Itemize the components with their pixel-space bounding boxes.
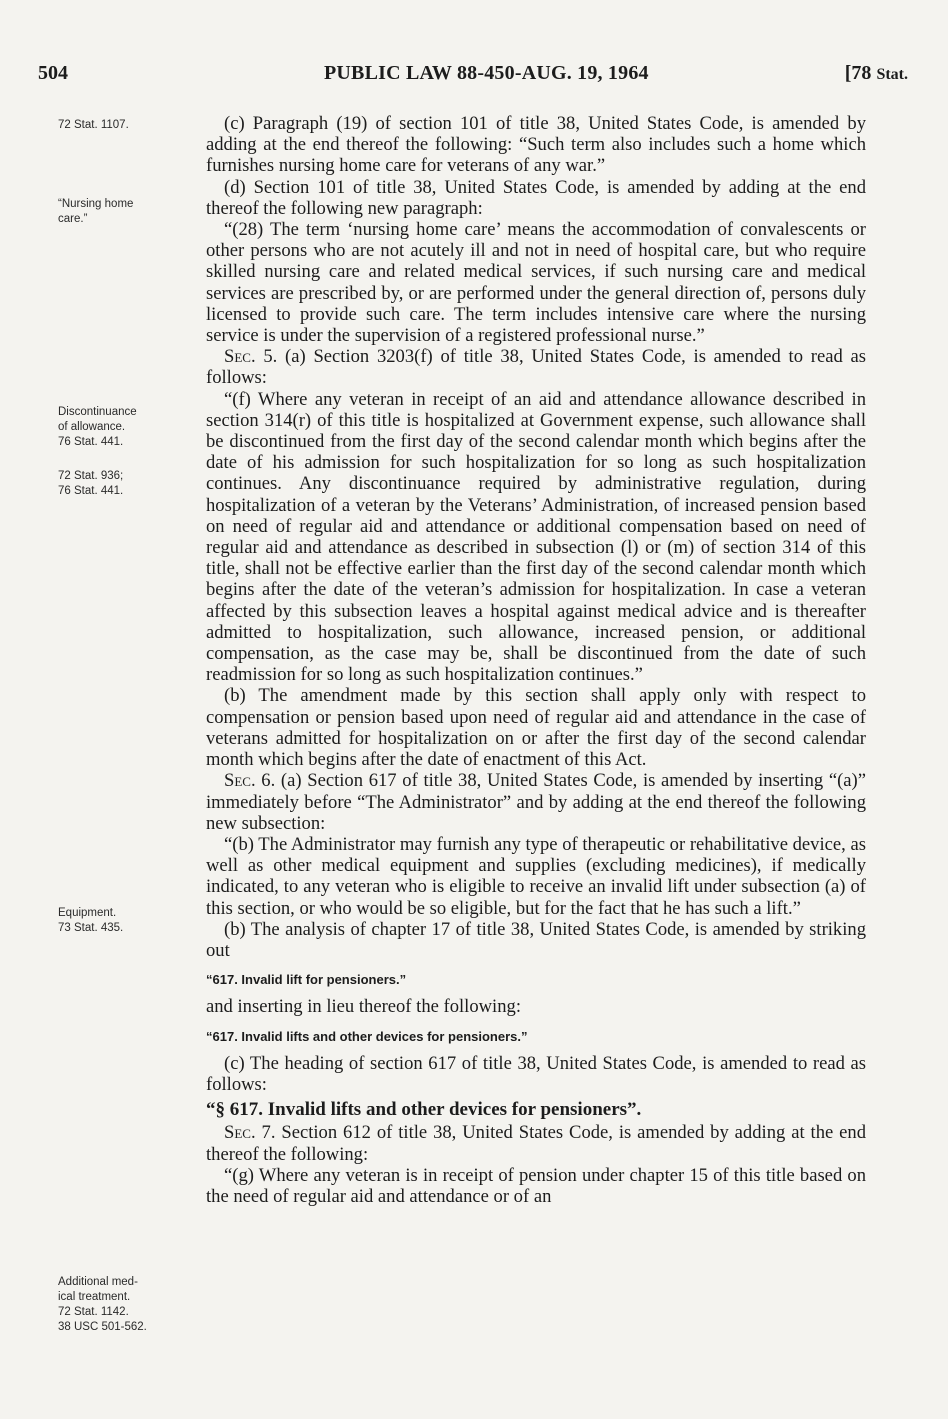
page-header xyxy=(38,62,908,92)
section-label: Sec. xyxy=(224,1122,256,1144)
paragraph-text: 5. (a) Section 3203(f) of title 38, United States Code, is amended to read as follows: xyxy=(206,346,866,389)
paragraph: “(g) Where any veteran is in receipt of pension under chapter 15 of this title based on the need of regular aid and attendance or of an xyxy=(206,1164,866,1207)
margin-note xyxy=(58,197,198,227)
volume-suffix: Stat. xyxy=(876,66,908,83)
volume-prefix: [78 xyxy=(844,62,877,84)
paragraph-text: 6. (a) Section 617 of title 38, United States Code, is amended by inserting “(a)” immediately before “The Administrator” and by adding at the end thereof the following new subsection: xyxy=(206,770,866,834)
margin-note-line: Equipment. xyxy=(58,907,117,919)
margin-note xyxy=(58,1275,198,1335)
running-title: PUBLIC LAW 88-450-AUG. 19, 1964 xyxy=(324,62,649,84)
analysis-item: “617. Invalid lift for pensioners.” xyxy=(206,972,407,988)
paragraph: and inserting in lieu thereof the following: xyxy=(206,996,521,1018)
body-text xyxy=(206,113,866,1207)
margin-note-line: 76 Stat. 441. xyxy=(58,436,124,448)
margin-note-line: care.” xyxy=(58,213,88,225)
paragraph xyxy=(206,346,866,388)
section-label: Sec. xyxy=(224,346,256,368)
paragraph xyxy=(206,770,866,834)
margin-note xyxy=(58,405,198,450)
margin-note-line: 38 USC 501-562. xyxy=(58,1321,147,1333)
margin-note-line: ical treatment. xyxy=(58,1291,131,1303)
paragraph: (d) Section 101 of title 38, United States Code, is amended by adding at the end thereof the following new paragraph: xyxy=(206,176,866,219)
margin-note-line: 73 Stat. 435. xyxy=(58,922,124,934)
paragraph: “(b) The Administrator may furnish any type of therapeutic or rehabilitative device, as well as other medical equipment and supplies (excluding medicines), if medically indicated, to any veteran who is eligible to receive an invalid lift under subsection (a) of this section, or who would be so eligible, but for the fact that he has such a lift.” xyxy=(206,833,866,919)
paragraph: (b) The amendment made by this section shall apply only with respect to compensation or pension based upon need of regular aid and attendance in the case of veterans admitted for hospitalization on or after the first day of the second calendar month which begins after the date of enactment of this Act. xyxy=(206,685,866,771)
margin-note-line: 72 Stat. 1142. xyxy=(58,1306,129,1318)
paragraph-text: 7. Section 612 of title 38, United States Code, is amended by adding at the end thereof the following: xyxy=(206,1122,866,1165)
margin-note-line: Discontinuance xyxy=(58,406,137,418)
margin-note xyxy=(58,906,198,936)
section-label: Sec. xyxy=(224,770,256,792)
paragraph: “(f) Where any veteran in receipt of an aid and attendance allowance described in section 314(r) of this title is hospitalized at Government expense, such allowance shall be discontinued from the first day of the second calendar month which begins after the date of his admission for such hospitalization for so long as such hospitalization continues. Any discontinuance required by administrative regulation, during hospitalization of a veteran by the Veterans’ Administration, of increased pension based on need of regular aid and attendance or additional compensation based on need of regular aid and attendance as described in subsection (l) or (m) of section 314 of this title, shall not be effective earlier than the first day of the second calendar month which begins after the date of the veteran’s admission for hospitalization. In case a veteran affected by this subsection leaves a hospital against medical advice and is thereafter admitted to hospitalization, such allowance, increased pension, or additional compensation, as the case may be, shall be discontinued from the date of such readmission for so long as such hospitalization continues.” xyxy=(206,388,866,686)
paragraph: (b) The analysis of chapter 17 of title 38, United States Code, is amended by striking out xyxy=(206,918,866,961)
paragraph: (c) The heading of section 617 of title 38, United States Code, is amended to read as follows: xyxy=(206,1052,866,1095)
margin-note-line: of allowance. xyxy=(58,421,126,433)
margin-note-line: 72 Stat. 936; xyxy=(58,470,124,482)
margin-note-line: “Nursing home xyxy=(58,198,134,210)
margin-note xyxy=(58,469,198,499)
paragraph xyxy=(206,1122,866,1164)
margin-note-line: 72 Stat. 1107. xyxy=(58,119,129,131)
paragraph: (c) Paragraph (19) of section 101 of title 38, United States Code, is amended by adding at the end thereof the following: “Such term also includes such a home which furnishes nursing home care for veterans of any war.” xyxy=(206,113,866,177)
paragraph: “(28) The term ‘nursing home care’ means the accommodation of convalescents or other persons who are not acutely ill and not in need of hospital care, but who require skilled nursing care and related medical services, if such nursing care and medical services are prescribed by, or are performed under the general direction of, persons duly licensed to provide such care. The term includes intensive care where the nursing service is under the supervision of a registered professional nurse.” xyxy=(206,219,866,347)
margin-note-line: 76 Stat. 441. xyxy=(58,485,124,497)
margin-note xyxy=(58,118,198,133)
analysis-item: “617. Invalid lifts and other devices for pensioners.” xyxy=(206,1028,528,1044)
margin-note-line: Additional med- xyxy=(58,1276,138,1288)
volume-reference xyxy=(845,62,908,85)
page-number: 504 xyxy=(38,62,68,84)
section-heading: “§ 617. Invalid lifts and other devices for pensioners”. xyxy=(206,1099,642,1121)
